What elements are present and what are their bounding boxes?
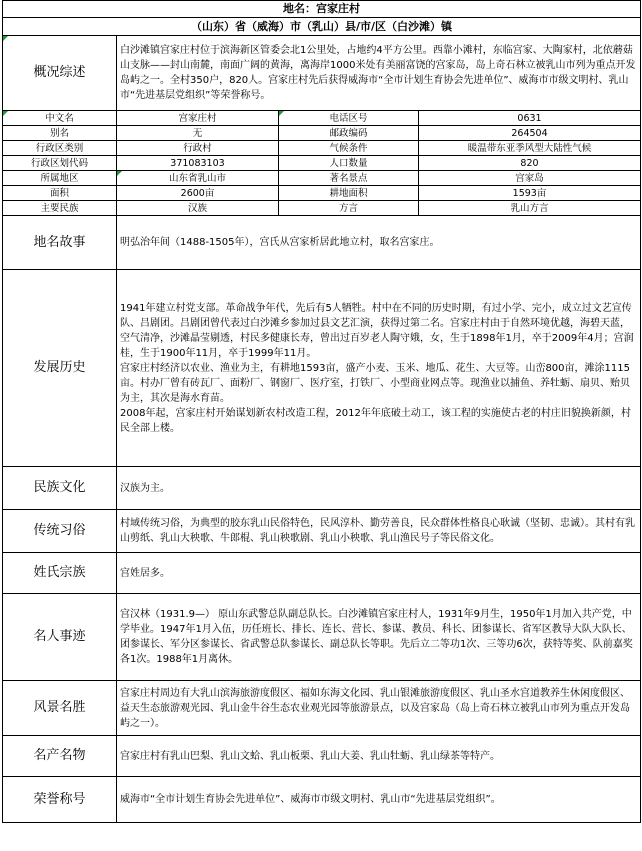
info-value: 宫家岛 xyxy=(419,171,641,186)
section-text: 宫家庄村有乳山巴梨、乳山文蛤、乳山板栗、乳山大姜、乳山牡蛎、乳山绿茶等特产。 xyxy=(117,736,641,777)
section-row xyxy=(3,216,641,270)
section-paragraph: 2008年起，宫家庄村开始谋划新农村改造工程，2012年年底破土动工，该工程的实施使古老的村庄旧貌换新颜，村民全部上楼。 xyxy=(120,407,631,434)
info-value: 371083103 xyxy=(117,156,279,171)
page-title: 地名：宫家庄村 xyxy=(3,1,641,18)
section-text: 明弘治年间（1488-1505年），宫氏从宫家析居此地立村，取名宫家庄。 xyxy=(117,216,641,270)
overview-text: 白沙滩镇宫家庄村位于滨海新区管委会北1公里处，占地约4平方公里。西靠小滩村，东临宫家、大陶家村，北依蘑菇山支脉——封山南麓，南面广阔的黄海，离海岸1000米处有美丽富饶的宫家岛，岛上奇石林立被乳山市列为重点开发岛屿之一。全村350户，820人。宫家庄村先后获得威海市“全市计划生育协会先进单位”、威海市市级文明村、乳山市“先进基层党组织”等荣誉称号。 xyxy=(117,36,641,111)
info-label: 面积 xyxy=(3,186,117,201)
section-row xyxy=(3,270,641,467)
info-row xyxy=(3,111,641,126)
title-row xyxy=(3,1,641,18)
info-value: 山东省乳山市 xyxy=(117,171,279,186)
section-text: 宫姓居多。 xyxy=(117,553,641,594)
info-label: 耕地面积 xyxy=(279,186,419,201)
section-label: 姓氏宗族 xyxy=(3,553,117,594)
info-label: 中文名 xyxy=(3,111,117,126)
section-label: 风景名胜 xyxy=(3,681,117,736)
section-paragraph: 宫家庄村经济以农业、渔业为主，有耕地1593亩，盛产小麦、玉米、地瓜、花生、大豆等。山峦800亩，滩涂1115亩。村办厂曾有砖瓦厂、面粉厂、钢窗厂、医疗室，打铁厂、小型商业网点等。现渔业以捕鱼、养牡蛎、扇贝、贻贝为主，其次是海水育苗。 xyxy=(120,362,630,404)
info-value: 乳山方言 xyxy=(419,201,641,216)
info-value: 宫家庄村 xyxy=(117,111,279,126)
info-value: 行政村 xyxy=(117,141,279,156)
region-line: （山东）省（威海）市（乳山）县/市/区（白沙滩）镇 xyxy=(3,18,641,36)
section-paragraph: 1941年建立村党支部。革命战争年代，先后有5人牺牲。村中在不同的历史时期，有过小学、完小，成立过文艺宣传队、吕剧团。吕剧团曾代表过白沙滩乡参加过县文艺汇演，获得过第二名。宫家庄村由于自然环境优越，海碧天蓝，空气清净，沙滩晶莹剔透，村民多健康长寿，曾出过百岁老人陶守娥，女，生于1898年1月，卒于2009年4月；宫润桂，生于1900年11月，卒于1999年11月。 xyxy=(120,302,634,359)
section-text: 威海市“全市计划生育协会先进单位”、威海市市级文明村、乳山市“先进基层党组织”。 xyxy=(117,777,641,823)
section-text xyxy=(117,270,641,467)
info-row xyxy=(3,171,641,186)
section-row xyxy=(3,553,641,594)
info-label: 人口数量 xyxy=(279,156,419,171)
info-value: 无 xyxy=(117,126,279,141)
info-label: 电话区号 xyxy=(279,111,419,126)
info-label: 气候条件 xyxy=(279,141,419,156)
info-grid xyxy=(3,111,641,216)
info-value: 汉族 xyxy=(117,201,279,216)
section-label: 名人事迹 xyxy=(3,594,117,681)
info-value: 1593亩 xyxy=(419,186,641,201)
section-label: 地名故事 xyxy=(3,216,117,270)
section-row xyxy=(3,681,641,736)
info-value: 2600亩 xyxy=(117,186,279,201)
info-value: 暖温带东亚季风型大陆性气候 xyxy=(419,141,641,156)
section-row xyxy=(3,736,641,777)
section-label: 传统习俗 xyxy=(3,510,117,553)
section-label: 民族文化 xyxy=(3,467,117,510)
info-label: 著名景点 xyxy=(279,171,419,186)
info-row xyxy=(3,186,641,201)
info-label: 方言 xyxy=(279,201,419,216)
info-row xyxy=(3,156,641,171)
info-row xyxy=(3,126,641,141)
section-label: 发展历史 xyxy=(3,270,117,467)
info-label: 所属地区 xyxy=(3,171,117,186)
info-value: 820 xyxy=(419,156,641,171)
section-label: 荣誉称号 xyxy=(3,777,117,823)
section-row xyxy=(3,777,641,823)
overview-row xyxy=(3,36,641,111)
section-row xyxy=(3,467,641,510)
info-label: 行政区划代码 xyxy=(3,156,117,171)
section-label: 名产名物 xyxy=(3,736,117,777)
section-text: 宫汉林（1931.9—） 原山东武警总队副总队长。白沙滩镇宫家庄村人，1931年9月生，1950年1月加入共产党，中学毕业。1947年1月入伍，历任班长、排长、连长、营长、参谋、教员、科长、团参谋长、省军区教导大队大队长、团参谋长、军分区参谋长、省武警总队参谋长、副总队长等职。先后立二等功1次、三等功6次，获特等奖、队前嘉奖各1次。1988年1月离休。 xyxy=(117,594,641,681)
section-text: 汉族为主。 xyxy=(117,467,641,510)
section-text: 宫家庄村周边有大乳山滨海旅游度假区、福如东海文化园、乳山银滩旅游度假区、乳山圣水宫道教养生休闲度假区、益天生态旅游观光园、乳山金牛谷生态农业观光园等旅游景点，以及宫家岛（岛上奇石林立被乳山市列为重点开发岛屿之一）。 xyxy=(117,681,641,736)
subtitle-row xyxy=(3,18,641,36)
info-row xyxy=(3,201,641,216)
overview-label: 概况综述 xyxy=(3,36,117,111)
info-label: 主要民族 xyxy=(3,201,117,216)
section-row xyxy=(3,594,641,681)
info-value: 264504 xyxy=(419,126,641,141)
info-row xyxy=(3,141,641,156)
sections xyxy=(3,216,641,823)
section-text: 村域传统习俗，为典型的胶东乳山民俗特色，民风淳朴、勤劳善良，民众群体性格良心耿诚（坚韧、忠诚）。其村有乳山剪纸、乳山大秧歌、牛郎棍、乳山秧歌剧、乳山小秧歌、乳山渔民号子等民俗文化。 xyxy=(117,510,641,553)
info-label: 行政区类别 xyxy=(3,141,117,156)
info-label: 别名 xyxy=(3,126,117,141)
info-value: 0631 xyxy=(419,111,641,126)
info-label: 邮政编码 xyxy=(279,126,419,141)
section-row xyxy=(3,510,641,553)
place-record-table xyxy=(2,0,641,823)
